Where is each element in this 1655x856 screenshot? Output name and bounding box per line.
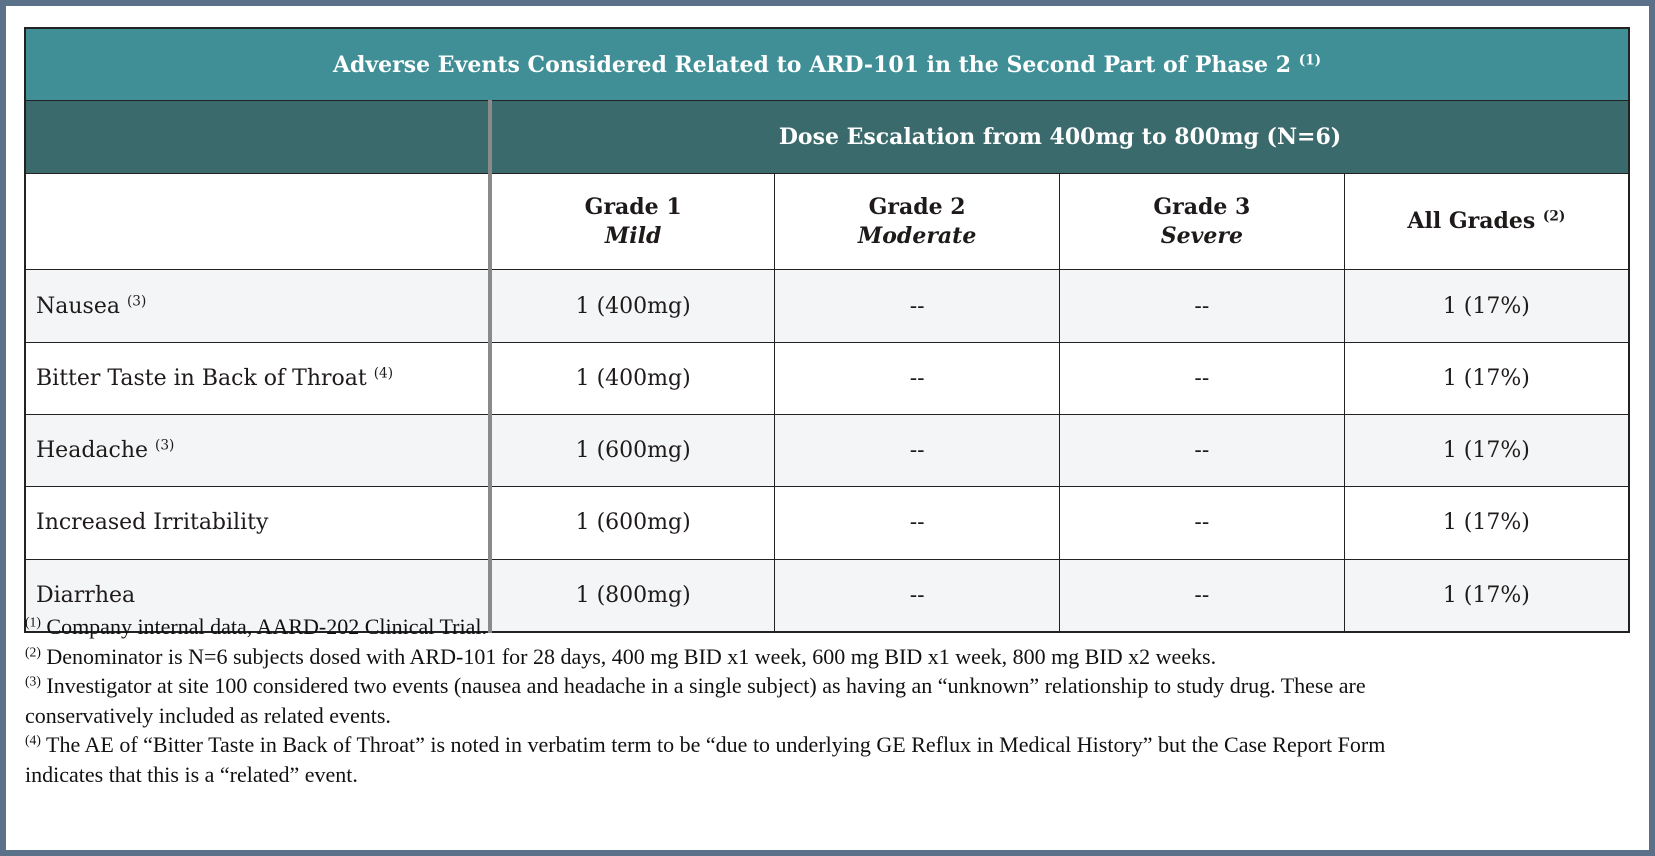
grade-3-cell: -- [1059,342,1344,414]
page [6,6,1649,850]
footnote-text: Investigator at site 100 considered two events (nausea and headache in a single subject) as having an “unknown” relationship to study drug. These are conservatively included as related events. [25,673,1366,728]
footnote-ref: (3) [25,673,41,689]
grade-2-cell: -- [775,559,1060,632]
footnote-text: The AE of “Bitter Taste in Back of Throat” is noted in verbatim term to be “due to underlying GE Reflux in Medical History” but the Case Report Form indicates that this is a “related” event. [25,732,1386,787]
footnote [25,730,1425,789]
grade-1-label: Grade 1 [584,193,682,220]
footnote-ref: (2) [25,644,41,659]
all-grades-cell: 1 (17%) [1344,487,1629,559]
grade-header-row [25,173,1629,270]
grade-2-label: Grade 2 [868,193,966,220]
grade-1-cell: 1 (400mg) [490,342,775,414]
footnote [25,612,1425,642]
dose-header-row [25,101,1629,173]
footnotes [25,612,1425,789]
event-label: Bitter Taste in Back of Throat [36,365,367,391]
all-grades-cell: 1 (17%) [1344,342,1629,414]
table-title-ref: (1) [1298,52,1322,69]
grade-3-header [1059,173,1344,270]
table-row [25,487,1629,559]
grade-2-cell: -- [775,270,1060,342]
table-title [25,28,1629,101]
event-label: Diarrhea [36,582,136,608]
all-grades-cell: 1 (17%) [1344,559,1629,632]
footnote [25,671,1425,730]
grade-3-cell: -- [1059,270,1344,342]
grade-2-cell: -- [775,415,1060,487]
grade-1-cell: 1 (600mg) [490,415,775,487]
footnote [25,642,1425,672]
grade-3-label: Grade 3 [1153,193,1251,220]
event-ref: (4) [373,365,394,382]
table-title-row [25,28,1629,101]
grade-2-cell: -- [775,487,1060,559]
table-row [25,270,1629,342]
event-label: Nausea [36,293,120,319]
grade-3-cell: -- [1059,559,1344,632]
footnote-text: Denominator is N=6 subjects dosed with ARD-101 for 28 days, 400 mg BID x1 week, 600 mg BID x1 week, 800 mg BID x2 weeks. [46,643,1217,669]
adverse-events-table [24,27,1630,633]
event-ref: (3) [126,293,147,310]
grade-2-header [775,173,1060,270]
footnote-text: Company internal data, AARD-202 Clinical Trial. [46,614,487,639]
all-grades-cell: 1 (17%) [1344,270,1629,342]
grade-2-severity: Moderate [857,222,977,249]
table-row [25,342,1629,414]
grade-2-cell: -- [775,342,1060,414]
grade-1-header [490,173,775,270]
table-row [25,415,1629,487]
footnote-ref: (1) [25,614,41,630]
grade-header-blank [25,173,490,270]
grade-3-severity: Severe [1160,222,1243,249]
grade-1-cell: 1 (400mg) [490,270,775,342]
grade-3-cell: -- [1059,487,1344,559]
event-label: Increased Irritability [36,510,269,536]
all-grades-ref: (2) [1542,208,1566,225]
event-name [25,415,490,487]
all-grades-header [1344,173,1629,270]
table-title-text: Adverse Events Considered Related to ARD-101 in the Second Part of Phase 2 [332,51,1292,78]
grade-3-cell: -- [1059,415,1344,487]
footnote-ref: (4) [25,732,41,748]
event-name [25,342,490,414]
grade-1-severity: Mild [604,222,662,249]
event-ref: (3) [155,437,175,454]
event-label: Headache [36,438,149,464]
event-name [25,487,490,559]
dose-header: Dose Escalation from 400mg to 800mg (N=6) [490,101,1629,173]
all-grades-label: All Grades [1407,208,1536,234]
dose-header-blank [25,101,490,173]
grade-1-cell: 1 (600mg) [490,487,775,559]
grade-1-cell: 1 (800mg) [490,559,775,632]
event-name [25,270,490,342]
all-grades-cell: 1 (17%) [1344,415,1629,487]
